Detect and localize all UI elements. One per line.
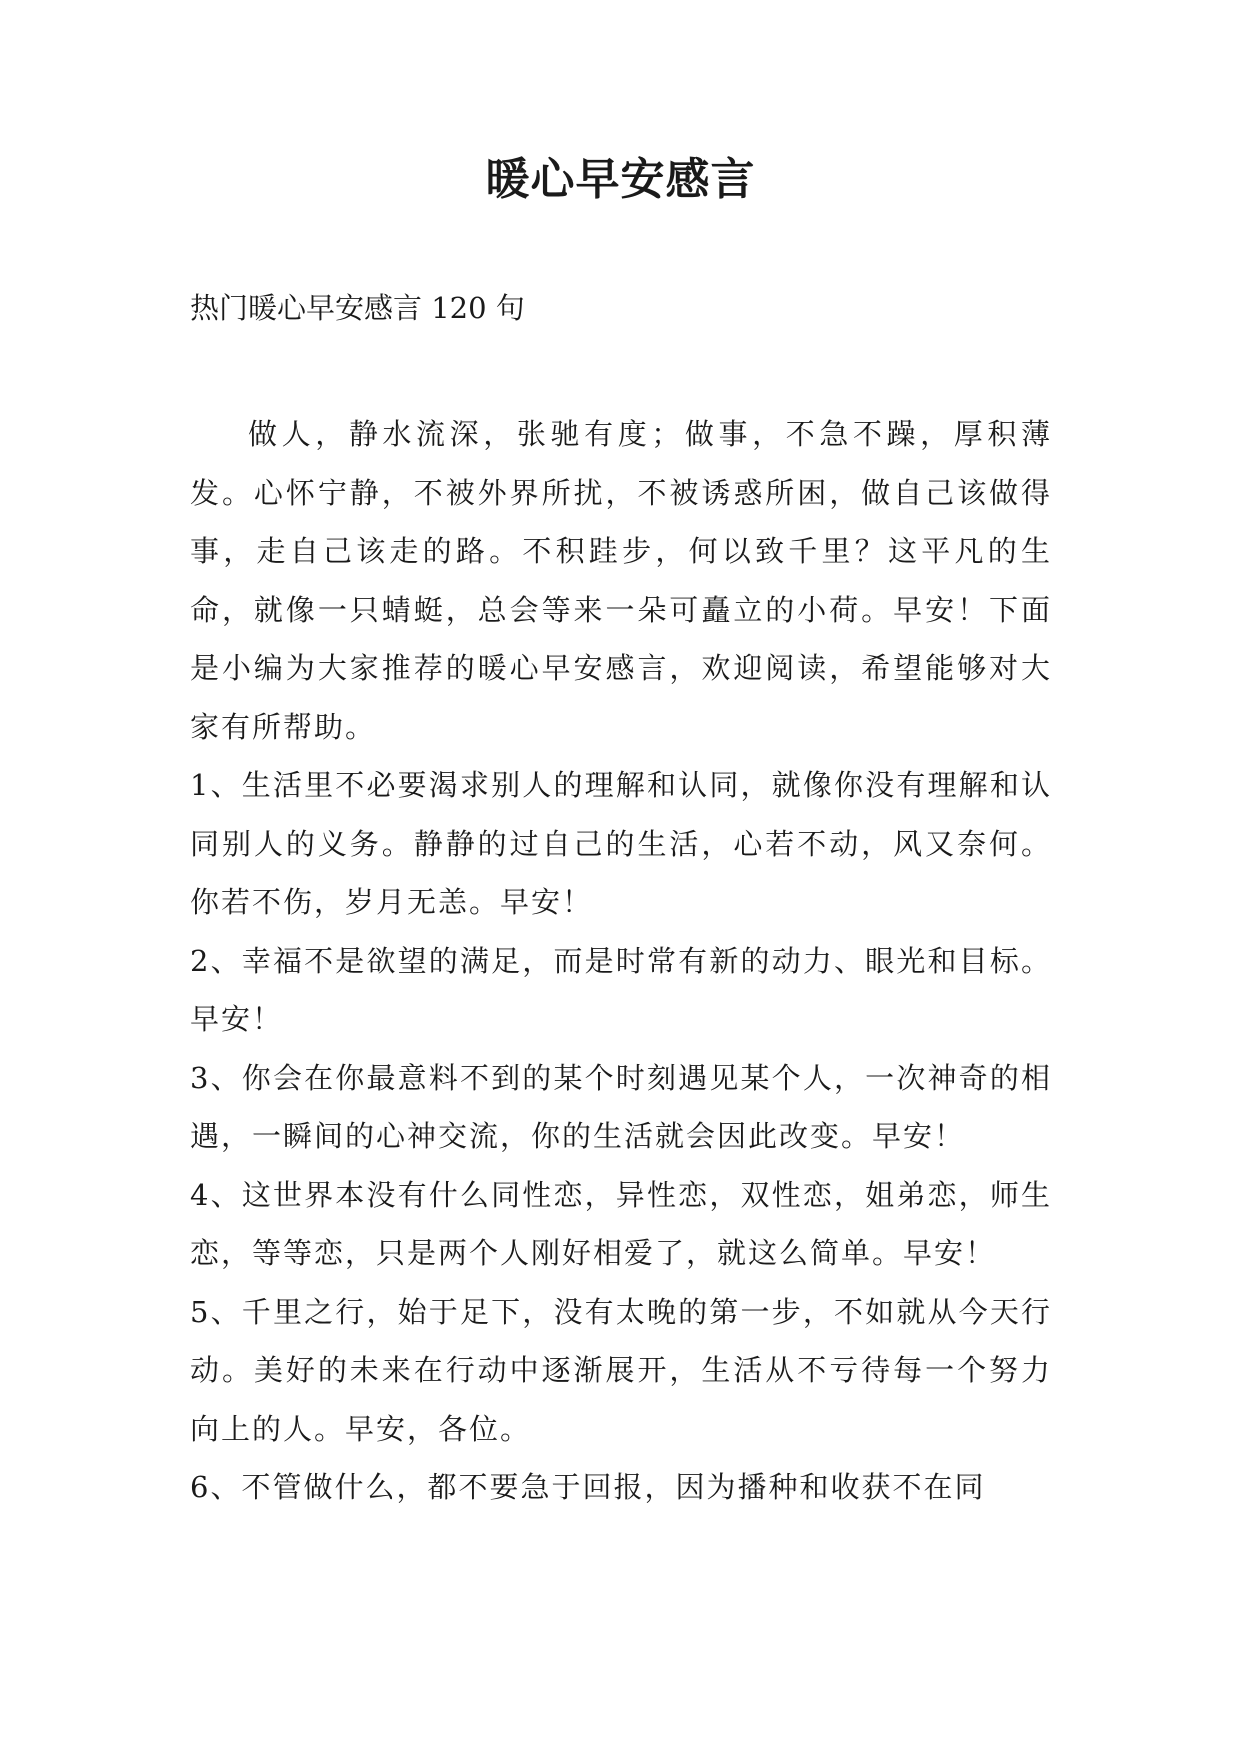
list-item: 1、生活里不必要渴求别人的理解和认同，就像你没有理解和认同别人的义务。静静的过自己的生活，心若不动，风又奈何。你若不伤，岁月无恙。早安！ <box>190 768 1052 919</box>
list-item: 5、千里之行，始于足下，没有太晚的第一步，不如就从今天行动。美好的未来在行动中逐渐展开，生活从不亏待每一个努力向上的人。早安，各位。 <box>190 1294 1052 1446</box>
document-subtitle: 热门暖心早安感言 120 句 <box>190 291 525 325</box>
intro-paragraph: 做人，静水流深，张驰有度；做事，不急不躁，厚积薄发。心怀宁静，不被外界所扰，不被诱惑所困，做自己该做得事，走自己该走的路。不积跬步，何以致千里？这平凡的生命，就像一只蜻蜓，总会等来一朵可矗立的小荷。早安！下面是小编为大家推荐的暖心早安感言，欢迎阅读，希望能够对大家有所帮助。 <box>190 417 1052 744</box>
document-title: 暖心早安感言 <box>485 154 756 205</box>
list-item: 6、不管做什么，都不要急于回报，因为播种和收获不在同 <box>190 1470 986 1504</box>
list-item: 2、幸福不是欲望的满足，而是时常有新的动力、眼光和目标。早安！ <box>190 943 1052 1036</box>
list-item: 3、你会在你最意料不到的某个时刻遇见某个人，一次神奇的相遇，一瞬间的心神交流，你的生活就会因此改变。早安！ <box>190 1060 1052 1153</box>
document-body <box>190 405 1052 1517</box>
list-item: 4、这世界本没有什么同性恋，异性恋，双性恋，姐弟恋，师生恋，等等恋，只是两个人刚好相爱了，就这么简单。早安！ <box>190 1177 1052 1270</box>
